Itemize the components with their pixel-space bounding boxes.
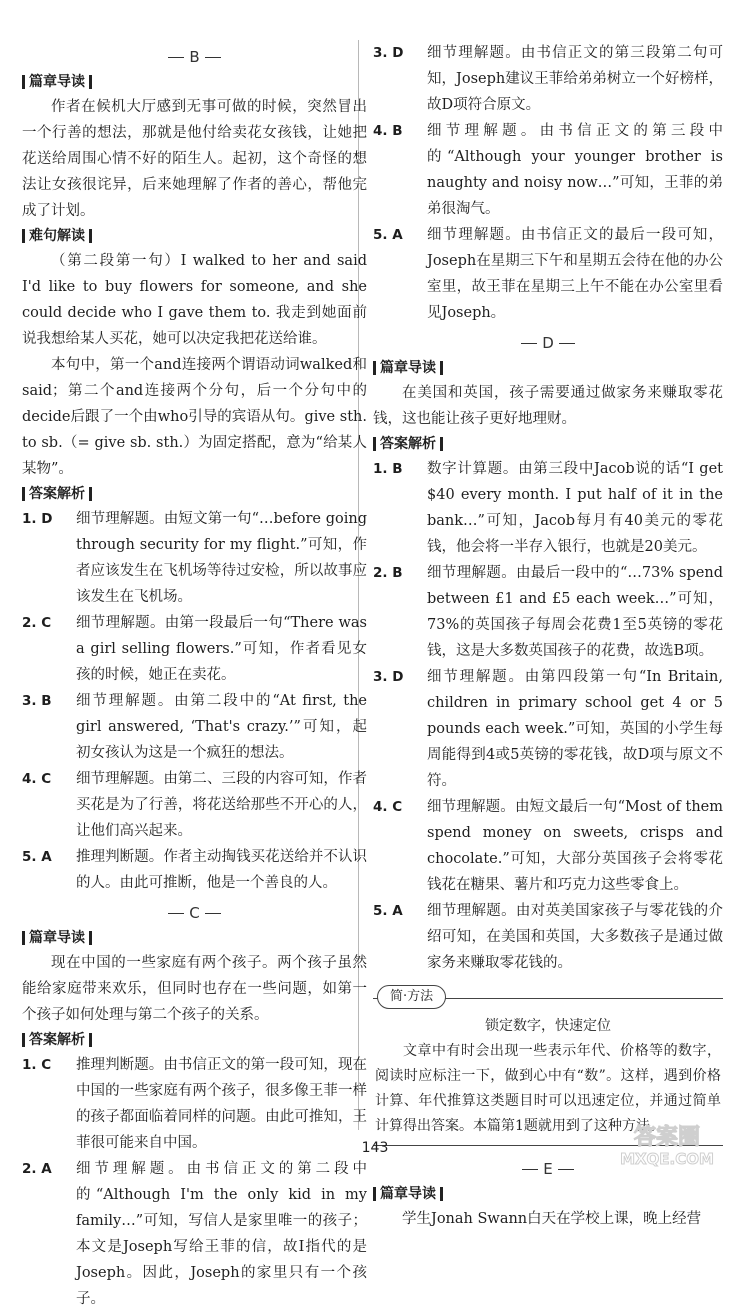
svg-text:答案圈: 答案圈	[633, 1125, 701, 1150]
answer-item: 1. D 细节理解题。由短文第一句“…before going through security for my flight.”可知，作者应该发生在飞机场等待过安检，所以故事应该发生在飞机场。	[22, 511, 367, 605]
answer-item: 2. C 细节理解题。由第一段最后一句“There was a girl selling flowers.”可知，作者看见女孩的时候，她正在卖花。	[22, 615, 367, 683]
section-title-d: D	[373, 330, 723, 354]
answer-item: 3. D 细节理解题。由书信正文的第三段第二句可知，Joseph建议王菲给弟弟树立一个好榜样，故D项符合原文。	[373, 45, 723, 113]
bar-icon	[89, 931, 92, 945]
answer-item: 4. C 细节理解题。由第二、三段的内容可知，作者买花是为了行善，将花送给那些不开心的人，让他们高兴起来。	[22, 771, 367, 839]
method-tag: 简·方法	[377, 985, 446, 1009]
answer-item: 3. B 细节理解题。由第二段中的“At first, the girl answered, ‘That's crazy.’”可知，起初女孩认为这是一个疯狂的想法。	[22, 693, 367, 761]
answer-item: 2. A 细节理解题。由书信正文的第二段中的“Although I'm the only kid in my family…”可知，写信人是家里唯一的孩子；本文是Joseph写给王菲的信，故I指代的是Joseph。因此，Joseph的家里只有一个孩子。	[22, 1161, 367, 1307]
hard-sentence-header: 难句解读	[22, 224, 367, 248]
bar-icon	[373, 437, 376, 451]
method-title: 锁定数字，快速定位	[485, 1018, 611, 1034]
guide-text-d: 在美国和英国，孩子需要通过做家务来赚取零花钱，这也能让孩子更好地理财。	[373, 385, 723, 427]
bar-icon	[22, 1033, 25, 1047]
bar-icon	[89, 1033, 92, 1047]
guide-header-e: 篇章导读	[373, 1182, 723, 1206]
bar-icon	[89, 75, 92, 89]
answer-item: 1. B 数字计算题。由第三段中Jacob说的话“I get $40 every month. I put half of it in the bank…”可知，Jacob每月有40美元的零花钱，他会将一半存入银行，也就是20美元。	[373, 461, 723, 555]
left-column	[22, 40, 367, 1312]
answer-item: 4. B 细节理解题。由书信正文的第三段中的“Although your younger brother is naughty and noisy now…”可知，王菲的弟弟很淘气。	[373, 123, 723, 217]
answer-item: 1. C 推理判断题。由书信正文的第一段可知，现在中国的一些家庭有两个孩子，很多像王菲一样的孩子都面临着同样的问题。由此可推知，王菲很可能来自中国。	[22, 1057, 367, 1151]
guide-text-c: 现在中国的一些家庭有两个孩子。两个孩子虽然能给家庭带来欢乐，但同时也存在一些问题，如第一个孩子如何处理与第二个孩子的关系。	[22, 955, 367, 1023]
section-title-e: E	[373, 1156, 723, 1180]
answer-header-d: 答案解析	[373, 432, 723, 456]
bar-icon	[22, 229, 25, 243]
bar-icon	[373, 361, 376, 375]
bar-icon	[22, 931, 25, 945]
answer-header-c: 答案解析	[22, 1028, 367, 1052]
hard-sentence-text: （第二段第一句）I walked to her and said I'd like to buy flowers for someone, and she could decide who I gave them to. 我走到她面前说我想给某人买花，她可以决定我把花送给谁。	[22, 253, 367, 347]
page-number: 143	[361, 1140, 389, 1156]
bar-icon	[89, 487, 92, 501]
answer-header-b: 答案解析	[22, 482, 367, 506]
bar-icon	[89, 229, 92, 243]
section-title-c: C	[22, 900, 367, 924]
bar-icon	[440, 1187, 443, 1201]
guide-text-b: 作者在候机大厅感到无事可做的时候，突然冒出一个行善的想法，那就是他付给卖花女孩钱，让她把花送给周围心情不好的陌生人。起初，这个奇怪的想法让女孩很诧异，后来她理解了作者的善心，帮他完成了计划。	[22, 99, 367, 219]
answer-item: 3. D 细节理解题。由第四段第一句“In Britain, children in primary school get 4 or 5 pounds each week.”可知，英国的小学生每周能得到4或5英镑的零花钱，故D项与原文不符。	[373, 669, 723, 789]
guide-header-b: 篇章导读	[22, 70, 367, 94]
bar-icon	[22, 75, 25, 89]
guide-header-c: 篇章导读	[22, 926, 367, 950]
bar-icon	[440, 437, 443, 451]
answer-item: 5. A 细节理解题。由对英美国家孩子与零花钱的介绍可知，在美国和英国，大多数孩子是通过做家务来赚取零花钱的。	[373, 903, 723, 971]
section-title-b: B	[22, 44, 367, 68]
answer-item: 5. A 细节理解题。由书信正文的最后一段可知，Joseph在星期三下午和星期五会待在他的办公室里，故王菲在星期三上午不能在办公室里看见Joseph。	[373, 227, 723, 321]
svg-text:MXQE.COM: MXQE.COM	[620, 1150, 714, 1168]
right-column	[373, 40, 723, 1232]
answer-item: 2. B 细节理解题。由最后一段中的“…73% spend between £1 and £5 each week…”可知，73%的英国孩子每周会花费1至5英镑的零花钱，这是大多数英国孩子的花费，故选B项。	[373, 565, 723, 659]
guide-header-d: 篇章导读	[373, 356, 723, 380]
hard-sentence-analysis: 本句中，第一个and连接两个谓语动词walked和said；第二个and连接两个分句，后一个分句中的decide后跟了一个由who引导的宾语从句。give sth. to sb.（= give sb. sth.）为固定搭配，意为“给某人某物”。	[22, 357, 367, 477]
answer-item: 5. A 推理判断题。作者主动掏钱买花送给并不认识的人。由此可推断，他是一个善良的人。	[22, 849, 367, 891]
method-body: 文章中有时会出现一些表示年代、价格等的数字，阅读时应标注一下，做到心中有“数”。这样，遇到价格计算、年代推算这类题目时可以迅速定位，并通过简单计算得出答案。本篇第1题就用到了这种方法。	[375, 1043, 721, 1134]
bar-icon	[373, 1187, 376, 1201]
bar-icon	[440, 361, 443, 375]
answer-item: 4. C 细节理解题。由短文最后一句“Most of them spend money on sweets, crisps and chocolate.”可知，大部分英国孩子会将零花钱花在糖果、薯片和巧克力这些零食上。	[373, 799, 723, 893]
watermark-logo	[590, 1118, 745, 1170]
bar-icon	[22, 487, 25, 501]
guide-text-e: 学生Jonah Swann白天在学校上课，晚上经营	[402, 1211, 702, 1227]
